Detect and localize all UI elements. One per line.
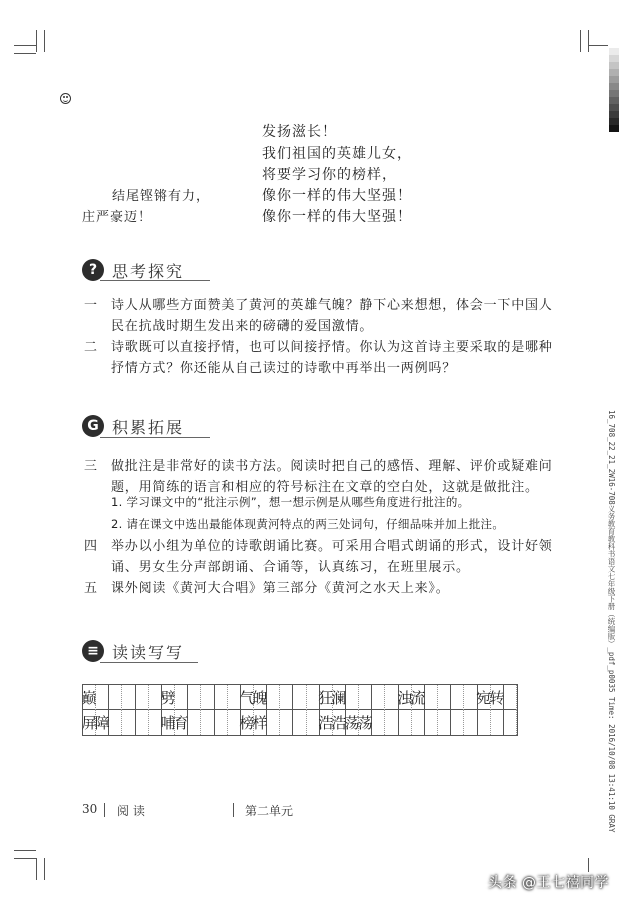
grid-cell: 哺 bbox=[162, 710, 175, 735]
sub-item: 1. 学习课文中的“批注示例”，想一想示例是从哪些角度进行批注的。 bbox=[111, 495, 470, 509]
grid-cell: 荡 bbox=[359, 710, 372, 735]
word-grid bbox=[82, 684, 518, 736]
section-title: 读读写写 bbox=[112, 642, 185, 662]
grid-cell bbox=[359, 685, 372, 710]
crop-mark bbox=[14, 850, 36, 851]
grid-cell bbox=[425, 710, 438, 735]
grid-cell: 巅 bbox=[83, 685, 96, 710]
grid-cell bbox=[451, 685, 464, 710]
item-text: 做批注是非常好的读书方法。阅读时把自己的感悟、理解、评价或疑难问题，用简练的语言和相应的符号标注在文章的空白处，这就是做批注。 bbox=[111, 459, 553, 495]
item-text: 诗歌既可以直接抒情，也可以间接抒情。你认为这首诗主要采取的是哪种抒情方式？你还能从自己读过的诗歌中再举出一两例吗？ bbox=[111, 340, 553, 376]
grid-cell bbox=[136, 685, 149, 710]
grid-cell bbox=[491, 710, 504, 735]
target-icon: G bbox=[82, 415, 104, 437]
print-info-gray: GRAY bbox=[607, 814, 616, 833]
exercise-item bbox=[84, 578, 554, 599]
grid-cell bbox=[122, 710, 135, 735]
grid-cell: 宛 bbox=[478, 685, 491, 710]
gray-swatch bbox=[609, 125, 619, 132]
grid-cell: 浩 bbox=[333, 710, 346, 735]
gray-swatch bbox=[609, 111, 619, 118]
grid-cell: 样 bbox=[254, 710, 267, 735]
grid-cell bbox=[109, 710, 122, 735]
grid-cell: 屏 bbox=[83, 710, 96, 735]
gray-swatch bbox=[609, 104, 619, 111]
grid-cell bbox=[201, 710, 214, 735]
grid-cell: 浩 bbox=[320, 710, 333, 735]
gray-swatch bbox=[609, 55, 619, 62]
grid-cell bbox=[346, 685, 359, 710]
exercise-item bbox=[84, 456, 554, 498]
crop-mark bbox=[44, 858, 45, 880]
question-item bbox=[84, 337, 554, 379]
crop-mark bbox=[14, 858, 36, 859]
poem-line: 像你一样的伟大坚强！ bbox=[262, 188, 412, 204]
grid-cell: 转 bbox=[491, 685, 504, 710]
item-number: 四 bbox=[84, 539, 98, 554]
crop-mark bbox=[36, 858, 37, 880]
gray-swatch bbox=[609, 62, 619, 69]
smiley-icon bbox=[60, 93, 71, 104]
grid-cell bbox=[372, 710, 385, 735]
grid-cell: 育 bbox=[175, 710, 188, 735]
grid-cell bbox=[385, 710, 398, 735]
gray-swatch bbox=[609, 90, 619, 97]
footer-unit: 第二单元 bbox=[245, 804, 294, 818]
grid-cell: 魄 bbox=[254, 685, 267, 710]
grid-cell bbox=[175, 685, 188, 710]
grid-cell bbox=[425, 685, 438, 710]
section-header-readwrite bbox=[82, 638, 184, 664]
sub-item: 2. 请在课文中选出最能体现黄河特点的两三处词句，仔细品味并加上批注。 bbox=[111, 517, 505, 531]
crop-mark bbox=[588, 858, 589, 872]
grid-cell bbox=[504, 685, 517, 710]
poem-line: 像你一样的伟大坚强！ bbox=[262, 209, 412, 225]
print-info-text bbox=[605, 410, 617, 850]
grid-cell: 劈 bbox=[162, 685, 175, 710]
grid-cell bbox=[438, 710, 451, 735]
grid-cell bbox=[215, 710, 228, 735]
grid-cell bbox=[293, 710, 306, 735]
crop-mark bbox=[14, 45, 36, 46]
grid-cell bbox=[280, 685, 293, 710]
grid-cell: 澜 bbox=[333, 685, 346, 710]
grid-cell: 流 bbox=[412, 685, 425, 710]
crop-mark bbox=[588, 45, 608, 46]
section-underline bbox=[100, 662, 198, 663]
grid-cell: 气 bbox=[241, 685, 254, 710]
crop-mark bbox=[588, 30, 589, 52]
grid-cell bbox=[188, 710, 201, 735]
gray-swatch bbox=[609, 83, 619, 90]
grid-cell bbox=[109, 685, 122, 710]
grid-cell bbox=[267, 710, 280, 735]
section-title: 思考探究 bbox=[112, 261, 185, 281]
item-text: 诗人从哪些方面赞美了黄河的英雄气魄？静下心来想想，体会一下中国人民在抗战时期生发出来的磅礴的爱国激情。 bbox=[111, 298, 553, 334]
exercise-item bbox=[84, 536, 554, 578]
list-icon: ≡ bbox=[82, 640, 104, 662]
grid-cell: 障 bbox=[96, 710, 109, 735]
gray-swatch bbox=[609, 48, 619, 55]
grid-cell bbox=[96, 685, 109, 710]
grid-cell: 狂 bbox=[320, 685, 333, 710]
grid-cell: 荡 bbox=[346, 710, 359, 735]
grid-cell bbox=[293, 685, 306, 710]
grid-cell bbox=[412, 710, 425, 735]
print-info-main: 16_708_22_21_2W16-708义务教育教科书语文七年级下册（统编版）_pdf_p0035 Time: 2016/10/08 13:41:10 bbox=[607, 410, 616, 810]
section-header-accumulate bbox=[82, 413, 184, 439]
grid-row bbox=[83, 710, 517, 735]
item-text: 课外阅读《黄河大合唱》第三部分《黄河之水天上来》。 bbox=[111, 581, 450, 596]
footer-divider bbox=[104, 803, 105, 817]
crop-mark bbox=[44, 30, 45, 52]
section-underline bbox=[100, 280, 210, 281]
grid-cell bbox=[215, 685, 228, 710]
grid-row bbox=[83, 685, 517, 710]
page-number: 30 bbox=[82, 802, 98, 816]
question-icon: ? bbox=[82, 259, 104, 281]
section-title: 积累拓展 bbox=[112, 417, 185, 437]
grid-cell bbox=[188, 685, 201, 710]
gray-swatch bbox=[609, 97, 619, 104]
gray-swatch bbox=[609, 118, 619, 125]
footer-section: 阅 读 bbox=[117, 804, 145, 818]
grid-cell bbox=[451, 710, 464, 735]
crop-mark bbox=[580, 30, 581, 52]
gray-scale-strip bbox=[609, 48, 619, 132]
grid-cell: 榜 bbox=[241, 710, 254, 735]
crop-mark bbox=[36, 30, 37, 52]
watermark: 头条 @王七禧同学 bbox=[488, 875, 609, 891]
grid-cell bbox=[478, 710, 491, 735]
margin-annotation: 庄严豪迈！ bbox=[82, 210, 153, 225]
gray-swatch bbox=[609, 76, 619, 83]
item-number: 五 bbox=[84, 581, 98, 596]
poem-line: 发扬滋长！ bbox=[262, 124, 337, 140]
item-text: 举办以小组为单位的诗歌朗诵比赛。可采用合唱式朗诵的形式，设计好领诵、男女生分声部朗诵、合诵等，认真练习，在班里展示。 bbox=[111, 539, 553, 575]
grid-cell bbox=[267, 685, 280, 710]
grid-cell bbox=[504, 710, 517, 735]
margin-annotation: 结尾铿锵有力， bbox=[112, 189, 211, 204]
crop-mark bbox=[14, 53, 36, 54]
grid-cell bbox=[136, 710, 149, 735]
grid-cell bbox=[464, 710, 477, 735]
grid-cell bbox=[201, 685, 214, 710]
item-number: 一 bbox=[84, 298, 98, 313]
poem-line: 将要学习你的榜样， bbox=[262, 167, 397, 183]
gray-swatch bbox=[609, 69, 619, 76]
poem-line: 我们祖国的英雄儿女， bbox=[262, 146, 412, 162]
grid-cell bbox=[372, 685, 385, 710]
question-item bbox=[84, 295, 554, 337]
section-underline bbox=[100, 437, 210, 438]
footer-divider bbox=[233, 803, 234, 817]
grid-cell bbox=[438, 685, 451, 710]
grid-cell bbox=[122, 685, 135, 710]
grid-cell bbox=[399, 710, 412, 735]
item-number: 三 bbox=[84, 459, 98, 474]
grid-cell bbox=[280, 710, 293, 735]
item-number: 二 bbox=[84, 340, 98, 355]
grid-cell: 浊 bbox=[399, 685, 412, 710]
